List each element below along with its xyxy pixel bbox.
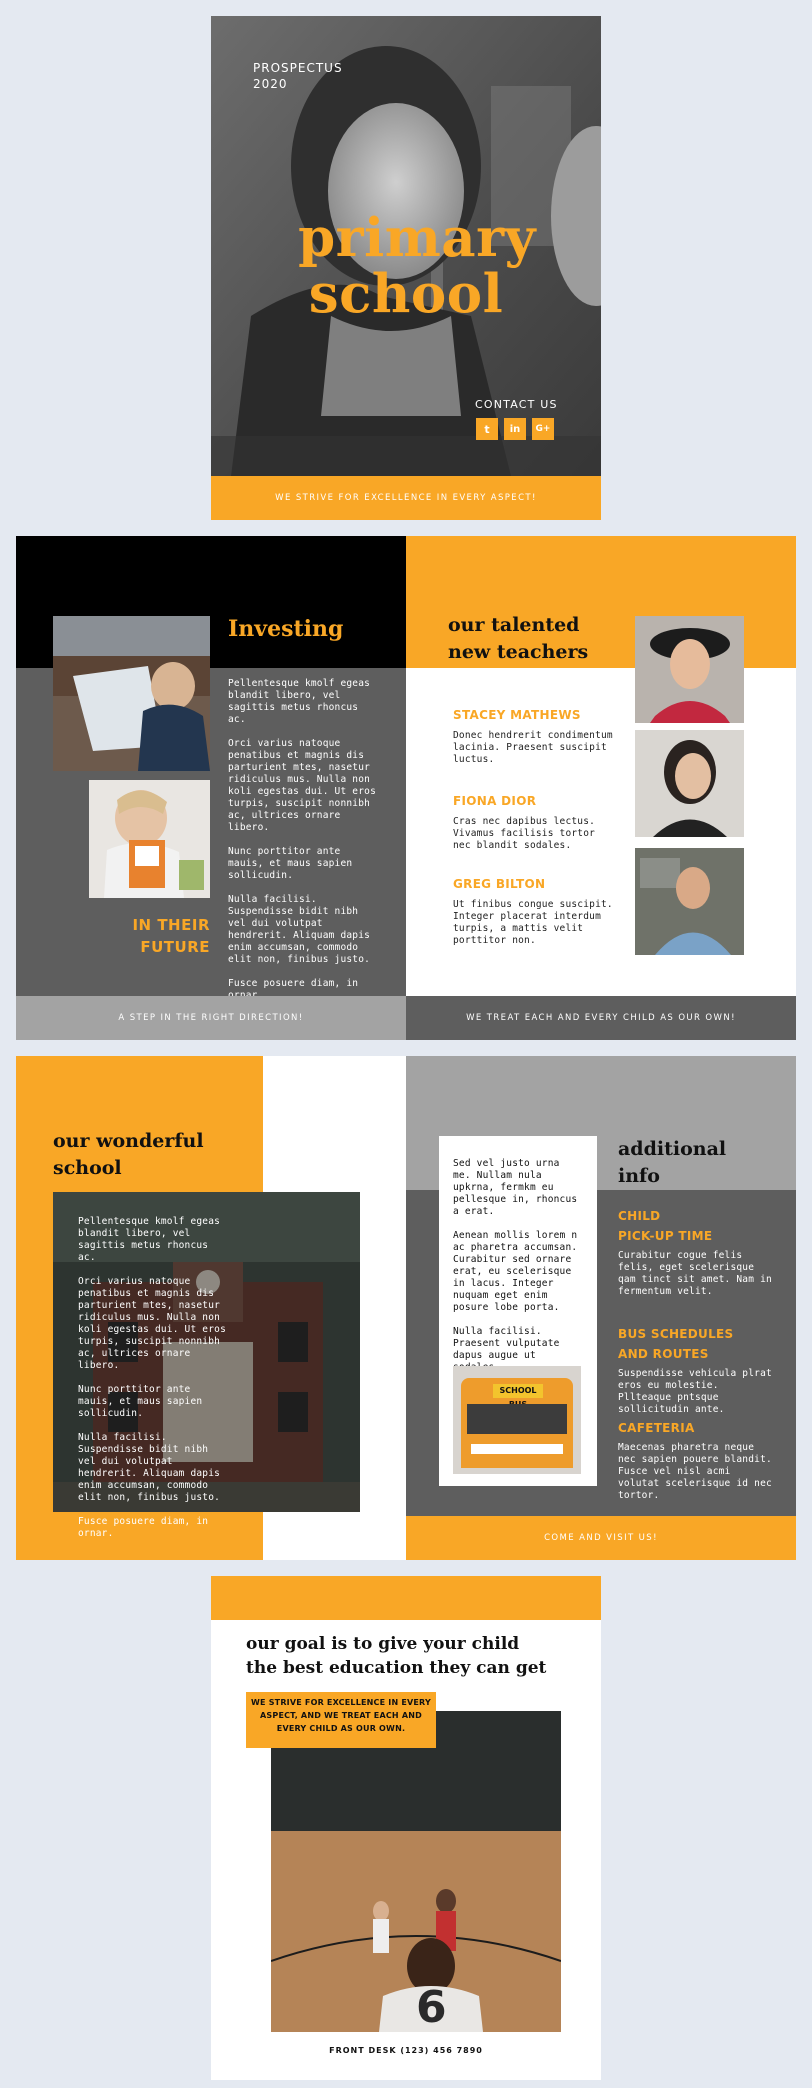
school-heading-line1: our wonderful bbox=[53, 1130, 204, 1152]
school-paragraph: Orci varius natoque penatibus et magnis dis parturient mtes, nasetur ridiculus mus. Nulla non koli egestas dui. Ut eros turpis, suscipit nonnibh ac, ultrices ornare libero. bbox=[78, 1276, 226, 1371]
investing-paragraph: Nunc porttitor ante mauis, et maus sapien sollicudin. bbox=[228, 846, 353, 881]
teacher-name: GREG BILTON bbox=[453, 877, 546, 891]
info-footer-banner: COME AND VISIT US! bbox=[406, 1516, 796, 1560]
social-icons bbox=[476, 418, 554, 440]
contact-us-label: CONTACT US bbox=[475, 398, 558, 411]
investing-footer-banner: A STEP IN THE RIGHT DIRECTION! bbox=[16, 996, 406, 1040]
bus-sign: SCHOOL bbox=[493, 1384, 543, 1398]
school-panel bbox=[16, 1056, 406, 1560]
info-section bbox=[618, 1206, 773, 1298]
school-paragraph: Nulla facilisi. Suspendisse bidit nibh vel dui volutpat hendrerit. Aliquam dapis enim accumsan, commodo elit non, finibus justo. bbox=[78, 1432, 221, 1503]
cover-title bbox=[211, 207, 601, 325]
back-top-band bbox=[211, 1576, 601, 1620]
school-bus-photo bbox=[453, 1366, 581, 1474]
school-heading-line2: school bbox=[53, 1157, 122, 1179]
teacher-portrait bbox=[635, 848, 744, 955]
tagline-line2: FUTURE bbox=[140, 938, 210, 956]
child-reading-photo bbox=[89, 780, 210, 898]
info-card-paragraph: Aenean mollis lorem n ac pharetra accumsan. Curabitur sed ornare erat, eu scelerisque in lacus. Integer nuquam eget enim posure lobe porta. bbox=[453, 1230, 578, 1313]
investing-paragraph: Pellentesque kmolf egeas blandit libero, vel sagittis metus rhoncus ac. bbox=[228, 678, 371, 725]
info-heading-line2: info bbox=[618, 1165, 660, 1187]
info-panel bbox=[406, 1056, 796, 1560]
back-callout: WE STRIVE FOR EXCELLENCE IN EVERY ASPECT, AND WE TREAT EACH AND EVERY CHILD AS OUR OWN. bbox=[246, 1692, 436, 1748]
in-their-future-tagline bbox=[53, 914, 210, 958]
school-heading bbox=[53, 1128, 204, 1182]
prospectus-line1: PROSPECTUS bbox=[253, 61, 343, 75]
info-section bbox=[618, 1324, 773, 1416]
info-section-title-line2: PICK-UP TIME bbox=[618, 1229, 713, 1243]
teacher-bio: Donec hendrerit condimentum lacinia. Praesent suscipit luctus. bbox=[453, 730, 613, 765]
teacher-bio: Ut finibus congue suscipit. Integer placerat interdum turpis, a mattis velit porttitor non. bbox=[453, 899, 613, 946]
teachers-footer-banner: WE TREAT EACH AND EVERY CHILD AS OUR OWN! bbox=[406, 996, 796, 1040]
teachers-panel bbox=[406, 536, 796, 1040]
back-heading-line1: our goal is to give your child bbox=[246, 1634, 520, 1654]
twitter-icon[interactable]: t bbox=[476, 418, 498, 440]
google-plus-icon[interactable]: G+ bbox=[532, 418, 554, 440]
info-card bbox=[439, 1136, 597, 1486]
investing-body bbox=[228, 678, 378, 1014]
info-section-title bbox=[618, 1324, 773, 1364]
info-card-body bbox=[453, 1158, 581, 1386]
tagline-line1: IN THEIR bbox=[132, 916, 210, 934]
teacher-name: STACEY MATHEWS bbox=[453, 708, 581, 722]
info-card-paragraph: Sed vel justo urna me. Nullam nula upkrna, fermkm eu pellesque in, rhoncus a erat. bbox=[453, 1158, 578, 1217]
school-body bbox=[78, 1216, 228, 1552]
prospectus-year: 2020 bbox=[253, 77, 288, 91]
teachers-heading-line1: our talented bbox=[448, 614, 580, 636]
info-section-text: Suspendisse vehicula plrat eros eu molestie. Pllteaque pntsque sollicitudin ante. bbox=[618, 1368, 772, 1415]
info-section-title bbox=[618, 1418, 773, 1438]
jersey-number: 6 bbox=[416, 1982, 447, 2033]
info-heading bbox=[618, 1136, 726, 1190]
info-section-title bbox=[618, 1206, 773, 1246]
investing-panel bbox=[16, 536, 406, 1040]
investing-paragraph: Nulla facilisi. Suspendisse bidit nibh vel dui volutpat hendrerit. Aliquam dapis enim accumsan, commodo elit non, finibus justo. bbox=[228, 894, 371, 965]
back-heading-line2: the best education they can get bbox=[246, 1658, 547, 1678]
prospectus-label bbox=[253, 60, 343, 92]
investing-heading: Investing bbox=[228, 616, 344, 642]
info-section-title-line1: CAFETERIA bbox=[618, 1421, 695, 1435]
info-section-text: Maecenas pharetra neque nec sapien pouere blandit. Fusce vel nisl acmi volutat scelerisque id nec tortor. bbox=[618, 1442, 772, 1501]
back-heading bbox=[246, 1632, 546, 1680]
back-page bbox=[211, 1576, 601, 2080]
teacher-entry bbox=[453, 877, 613, 947]
investing-paragraph: Fusce posuere diam, in bbox=[228, 978, 359, 989]
teacher-portrait bbox=[635, 730, 744, 837]
school-paragraph: Fusce posuere diam, in ornar. bbox=[78, 1516, 209, 1539]
cover-title-line1: primary bbox=[298, 207, 536, 269]
info-heading-line1: additional bbox=[618, 1138, 727, 1160]
cover-page bbox=[211, 16, 601, 520]
info-card-paragraph: Nulla facilisi. Praesent vulputate dapus augue ut bbox=[453, 1326, 560, 1361]
teacher-entry bbox=[453, 794, 613, 852]
teacher-entry bbox=[453, 708, 613, 766]
info-section-text: Curabitur cogue felis felis, eget scelerisque qam tinct sit amet. Nam in fermentum velit. bbox=[618, 1250, 772, 1297]
school-paragraph: Pellentesque kmolf egeas blandit libero, vel sagittis metus rhoncus ac. bbox=[78, 1216, 221, 1263]
info-section-title-line1: CHILD bbox=[618, 1209, 661, 1223]
teacher-name: FIONA DIOR bbox=[453, 794, 537, 808]
linkedin-icon[interactable]: in bbox=[504, 418, 526, 440]
info-section-title-line1: BUS SCHEDULES bbox=[618, 1327, 734, 1341]
cover-title-line2: school bbox=[308, 263, 504, 325]
teacher-bio: Cras nec dapibus lectus. Vivamus facilisis tortor nec blandit sodales. bbox=[453, 816, 596, 851]
teacher-portrait bbox=[635, 616, 744, 723]
info-section bbox=[618, 1418, 773, 1502]
cover-footer-banner: WE STRIVE FOR EXCELLENCE IN EVERY ASPECT! bbox=[211, 476, 601, 520]
investing-paragraph: Orci varius natoque penatibus et magnis dis parturient mtes, nasetur ridiculus mus. Nulla non koli egestas dui. Ut eros turpis, suscipit nonnibh ac, ultrices ornare libero. bbox=[228, 738, 376, 833]
front-desk-phone: FRONT DESK (123) 456 7890 bbox=[329, 2046, 483, 2055]
teachers-heading bbox=[448, 612, 588, 666]
child-with-map-photo bbox=[53, 616, 210, 771]
teachers-heading-line2: new teachers bbox=[448, 641, 589, 663]
info-section-title-line2: AND ROUTES bbox=[618, 1347, 709, 1361]
school-paragraph: Nunc porttitor ante mauis, et maus sapien sollicudin. bbox=[78, 1384, 203, 1419]
